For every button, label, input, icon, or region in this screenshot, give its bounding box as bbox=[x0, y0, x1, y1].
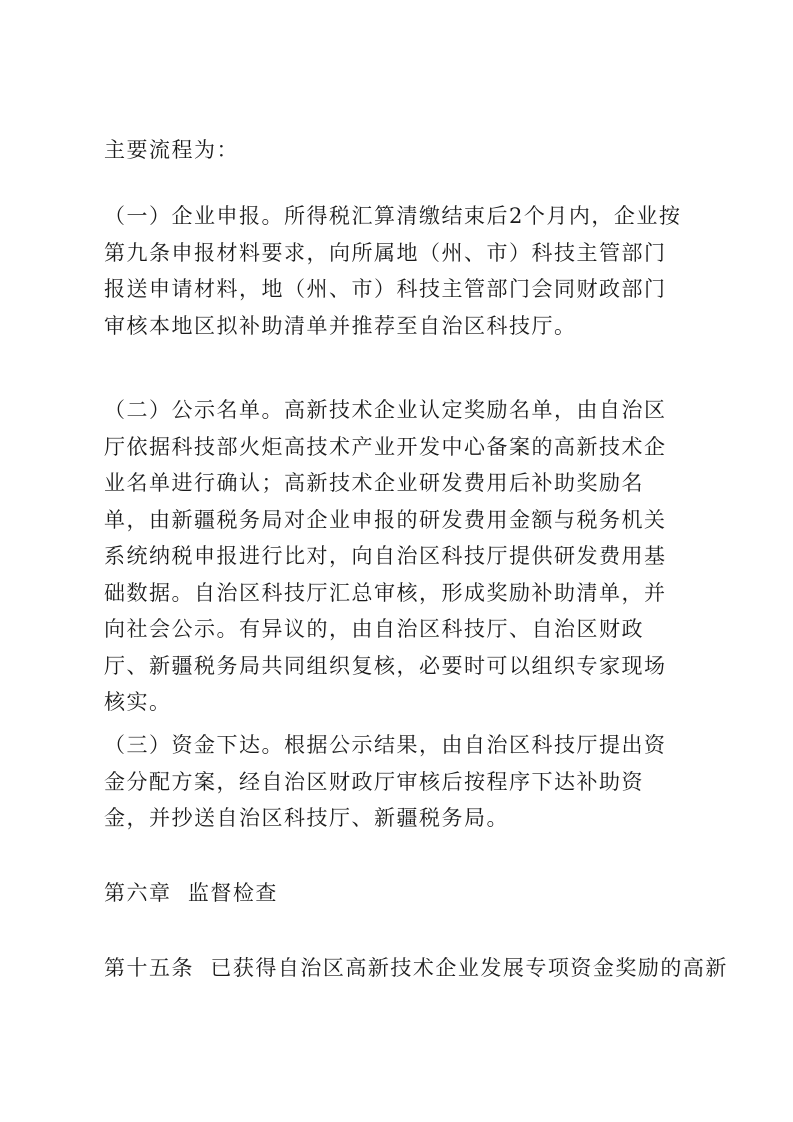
step-2-publicity-list: （二）公示名单。高新技术企业认定奖励名单，由自治区厅依据科技部火炬高技术产业开发中心备案的高新技术企业名单进行确认；高新技术企业研发费用后补助奖励名单，由新疆税务局对企业申报的研发费用金额与税务机关系统纳税申报进行比对，向自治区科技厅提供研发费用基础数据。自治区科技厅汇总审核，形成奖励补助清单，并向社会公示。有异议的，由自治区科技厅、自治区财政厅、新疆税务局共同组织复核，必要时可以组织专家现场核实。 bbox=[104, 398, 667, 714]
step-3-fund-allocation: （三）资金下达。根据公示结果，由自治区科技厅提出资金分配方案，经自治区财政厅审核后按程序下达补助资金，并抄送自治区科技厅、新疆税务局。 bbox=[104, 733, 667, 830]
step-1-enterprise-application: （一）企业申报。所得税汇算清缴结束后2个月内，企业按第九条申报材料要求，向所属地（州、市）科技主管部门报送申请材料，地（州、市）科技主管部门会同财政部门审核本地区拟补助清单并推荐至自治区科技厅。 bbox=[104, 204, 682, 338]
flow-heading: 主要流程为： bbox=[104, 138, 239, 162]
article-15-paragraph: 第十五条 已获得自治区高新技术企业发展专项资金奖励的高新 bbox=[104, 956, 728, 980]
chapter-6-title: 第六章 监督检查 bbox=[104, 881, 278, 905]
